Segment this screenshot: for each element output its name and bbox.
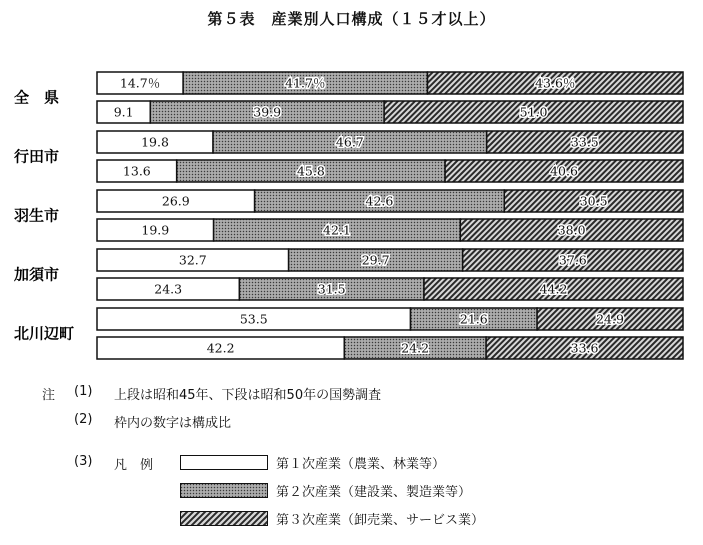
data-label-primary-row-3: 19.8 <box>141 134 169 150</box>
data-label-tertiary-row-6: 38.0 <box>557 222 586 238</box>
data-label-secondary-row-2: 39.9 <box>253 104 282 120</box>
category-label-kitakawabe-town: 北川辺町 <box>14 324 75 343</box>
data-label-secondary-row-4: 45.8 <box>296 163 325 179</box>
data-label-secondary-row-6: 42.1 <box>323 222 351 238</box>
legend-label-tertiary: 第３次産業（卸売業、サービス業） <box>276 513 485 528</box>
category-label-gyoda-city: 行田市 <box>14 147 60 166</box>
data-label-secondary-row-8: 31.5 <box>317 281 346 297</box>
data-label-primary-row-4: 13.6 <box>122 163 151 179</box>
legend-heading: 凡 例 <box>114 458 154 473</box>
data-label-primary-row-9: 53.5 <box>239 311 268 327</box>
data-label-tertiary-row-9: 24.9 <box>596 311 624 327</box>
data-label-primary-row-8: 24.3 <box>154 281 183 297</box>
category-label-hanyu-city: 羽生市 <box>14 206 60 225</box>
chart-title: 第５表 産業別人口構成（１５才以上） <box>207 10 496 28</box>
data-label-secondary-row-5: 42.6 <box>365 193 394 209</box>
data-label-secondary-row-9: 21.6 <box>459 311 488 327</box>
note-2-number: (2) <box>74 412 93 427</box>
data-label-secondary-row-3: 46.7 <box>335 134 364 150</box>
data-label-primary-row-10: 42.2 <box>206 340 235 356</box>
data-label-tertiary-row-4: 40.6 <box>550 163 578 179</box>
data-label-tertiary-row-3: 33.5 <box>570 134 599 150</box>
data-label-tertiary-row-5: 30.5 <box>579 193 608 209</box>
legend-swatch-primary <box>180 455 268 470</box>
legend-swatch-tertiary <box>180 511 268 526</box>
data-label-primary-row-1: 14.7％ <box>119 75 161 91</box>
data-label-tertiary-row-8: 44.2 <box>539 281 568 297</box>
note-2-text: 枠内の数字は構成比 <box>114 416 232 431</box>
notes-prefix: 注 <box>42 388 56 403</box>
data-label-tertiary-row-2: 51.0 <box>519 104 548 120</box>
data-label-primary-row-5: 26.9 <box>161 193 190 209</box>
legend-label-secondary: 第２次産業（建設業、製造業等） <box>276 485 472 500</box>
note-3-number: (3) <box>74 454 93 469</box>
data-label-tertiary-row-10: 33.6 <box>570 340 599 356</box>
category-label-kazo-city: 加須市 <box>14 265 60 284</box>
data-label-primary-row-7: 32.7 <box>178 252 207 268</box>
data-label-secondary-row-10: 24.2 <box>401 340 430 356</box>
data-label-tertiary-row-1: 43.6％ <box>535 75 576 91</box>
data-label-tertiary-row-7: 37.6 <box>558 252 587 268</box>
data-label-secondary-row-7: 29.7 <box>361 252 390 268</box>
note-1-number: (1) <box>74 384 93 399</box>
data-label-primary-row-6: 19.9 <box>141 222 170 238</box>
data-label-primary-row-2: 9.1 <box>113 104 134 120</box>
legend-swatch-secondary <box>180 483 268 498</box>
data-label-secondary-row-1: 41.7％ <box>285 75 326 91</box>
legend-label-primary: 第１次産業（農業、林業等） <box>276 457 446 472</box>
category-label-all-prefecture: 全 県 <box>14 88 60 107</box>
note-1-text: 上段は昭和45年、下段は昭和50年の国勢調査 <box>114 388 382 403</box>
